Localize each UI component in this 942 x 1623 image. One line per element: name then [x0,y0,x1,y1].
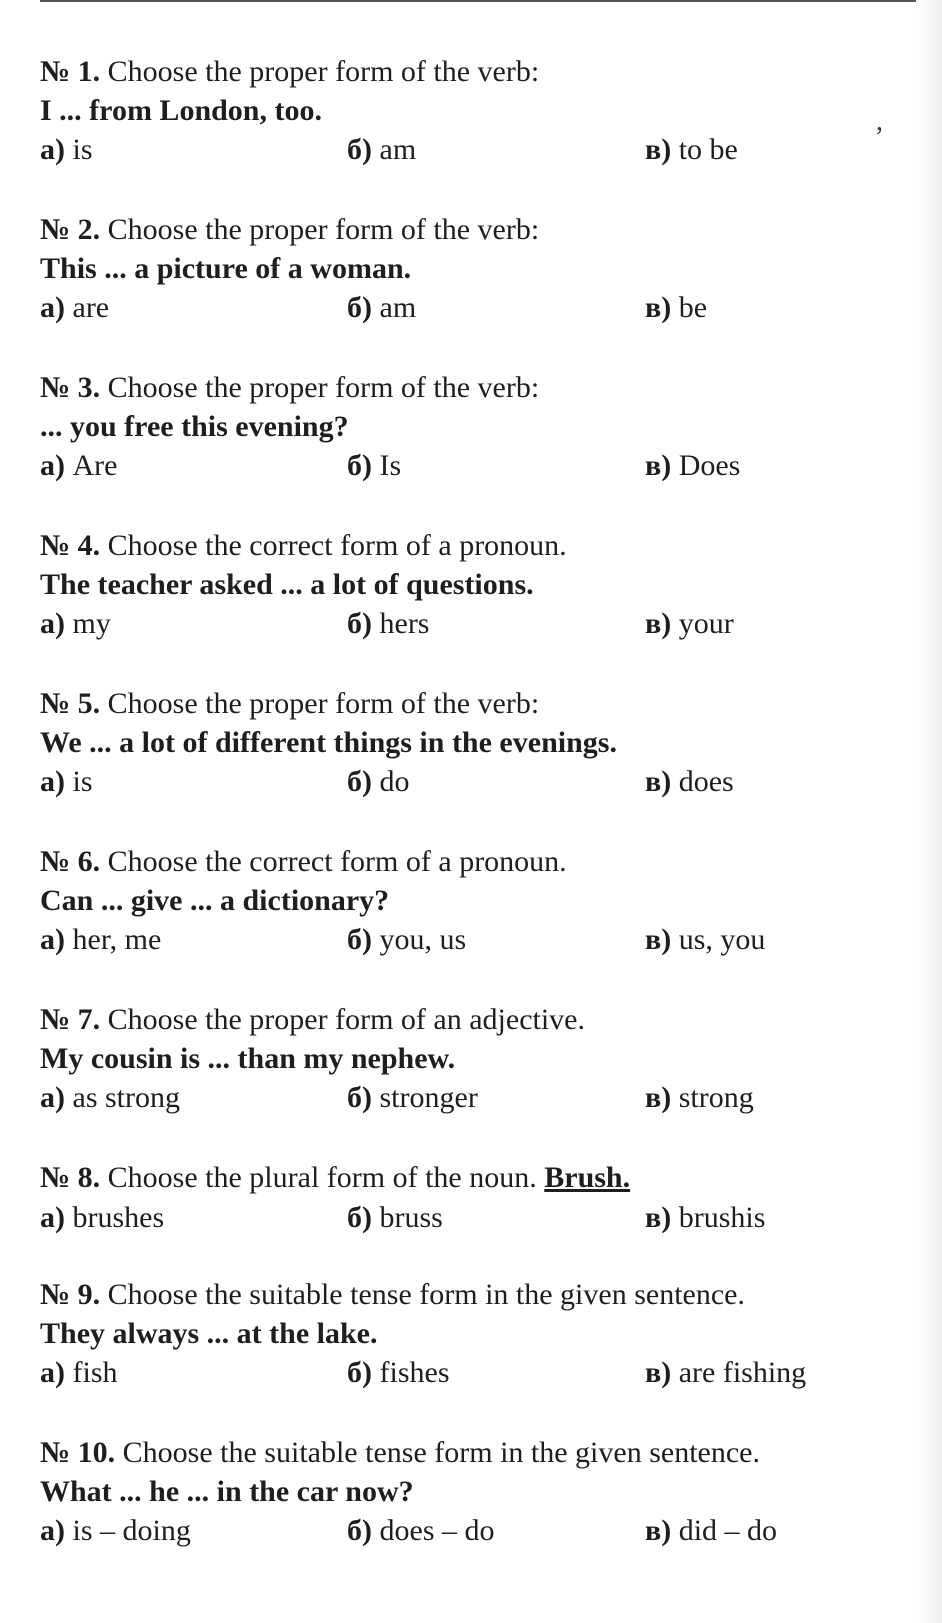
option-c[interactable] [645,130,738,170]
option-letter: б) [347,1356,372,1389]
option-text: stronger [379,1081,478,1114]
option-c[interactable] [645,1511,777,1551]
option-a[interactable] [40,920,161,960]
option-letter: а) [40,1201,65,1234]
number-sign: № [40,529,71,562]
question-3 [40,368,900,526]
number-sign: № [40,1436,71,1469]
option-text: her, me [72,923,162,956]
option-letter: б) [347,133,372,166]
answer-options [40,604,900,644]
question-4 [40,526,900,684]
option-letter: в) [645,923,672,956]
stray-mark: , [876,106,883,137]
question-number: № 2. [40,213,101,246]
option-b[interactable] [347,920,466,960]
option-letter: б) [347,1201,372,1234]
option-text: fish [72,1356,118,1389]
option-text: fishes [379,1356,450,1389]
option-c[interactable] [645,446,740,486]
option-b[interactable] [347,1353,450,1393]
option-text: brushis [678,1201,766,1234]
option-text: does [678,765,734,798]
question-number: № 3. [40,371,101,404]
option-text: are fishing [678,1356,807,1389]
option-text: is – doing [72,1514,191,1547]
option-c[interactable] [645,762,734,802]
question-8 [40,1158,900,1275]
option-letter: б) [347,923,372,956]
option-a[interactable] [40,1198,164,1238]
option-a[interactable] [40,1078,180,1118]
number-sign: № [40,1161,71,1194]
option-c[interactable] [645,604,734,644]
option-letter: в) [645,1081,672,1114]
option-text: does – do [379,1514,495,1547]
question-sentence: What ... he ... in the car now? [40,1475,414,1508]
option-c[interactable] [645,288,707,328]
option-text: hers [379,607,430,640]
option-letter: в) [645,291,672,324]
prompt-text: Choose the correct form of a pronoun. [107,529,567,562]
option-letter: а) [40,1514,65,1547]
question-sentence: My cousin is ... than my nephew. [40,1042,456,1075]
number-sign: № [40,1278,71,1311]
option-letter: в) [645,765,672,798]
question-sentence: I ... from London, too. [40,94,322,127]
question-sentence: Can ... give ... a dictionary? [40,884,390,917]
question-number: № 8. [40,1161,101,1194]
question-number: № 9. [40,1278,101,1311]
answer-options [40,446,900,486]
option-text: is [72,133,93,166]
top-rule [40,0,942,2]
question-prompt [40,1433,900,1473]
option-text: my [72,607,111,640]
option-letter: в) [645,1356,672,1389]
option-a[interactable] [40,604,111,644]
option-text: strong [678,1081,754,1114]
page-edge-shadow [916,0,942,1623]
option-b[interactable] [347,446,401,486]
question-sentence: The teacher asked ... a lot of questions. [40,568,534,601]
option-c[interactable] [645,1078,754,1118]
prompt-text: Choose the proper form of the verb: [107,55,540,88]
prompt-text: Choose the proper form of the verb: [107,687,540,720]
question-5 [40,684,900,842]
option-text: Are [72,449,118,482]
option-letter: а) [40,1356,65,1389]
option-b[interactable] [347,762,410,802]
option-b[interactable] [347,288,416,328]
option-a[interactable] [40,1353,118,1393]
option-c[interactable] [645,1198,765,1238]
option-letter: в) [645,449,672,482]
option-text: Is [379,449,402,482]
prompt-text: Choose the plural form of the noun. [107,1161,537,1194]
number-sign: № [40,687,71,720]
question-sentence: ... you free this evening? [40,410,349,443]
target-word: Brush. [544,1161,631,1194]
answer-options [40,1078,900,1118]
question-number: № 10. [40,1436,116,1469]
option-letter: а) [40,291,65,324]
option-letter: в) [645,1514,672,1547]
option-b[interactable] [347,1078,478,1118]
number-sign: № [40,213,71,246]
option-a[interactable] [40,762,93,802]
option-letter: б) [347,1514,372,1547]
question-prompt [40,1000,900,1040]
option-letter: б) [347,449,372,482]
option-b[interactable] [347,1511,495,1551]
question-9 [40,1275,900,1433]
option-letter: а) [40,133,65,166]
option-letter: а) [40,449,65,482]
prompt-text: Choose the suitable tense form in the given sentence. [122,1436,760,1469]
option-letter: б) [347,1081,372,1114]
option-text: is [72,765,93,798]
number-sign: № [40,845,71,878]
question-sentence: They always ... at the lake. [40,1317,378,1350]
question-prompt [40,1275,900,1315]
option-letter: в) [645,1201,672,1234]
answer-options [40,1511,900,1551]
question-sentence: This ... a picture of a woman. [40,252,412,285]
option-letter: в) [645,133,672,166]
number-sign: № [40,1003,71,1036]
question-prompt [40,52,900,92]
prompt-text: Choose the correct form of a pronoun. [107,845,567,878]
option-text: are [72,291,110,324]
option-letter: в) [645,607,672,640]
option-text: am [379,291,417,324]
question-sentence: We ... a lot of different things in the evenings. [40,726,617,759]
question-prompt [40,368,900,408]
question-10 [40,1433,900,1591]
question-prompt [40,842,900,882]
question-number: № 4. [40,529,101,562]
prompt-text: Choose the proper form of an adjective. [107,1003,585,1036]
option-text: bruss [379,1201,443,1234]
prompt-text: Choose the proper form of the verb: [107,371,540,404]
prompt-text: Choose the suitable tense form in the given sentence. [107,1278,745,1311]
question-number: № 1. [40,55,101,88]
option-letter: а) [40,607,65,640]
question-6 [40,842,900,1000]
answer-options [40,1353,900,1393]
question-1 [40,52,900,210]
option-letter: а) [40,765,65,798]
question-list [40,52,900,1591]
option-c[interactable] [645,920,765,960]
question-number: № 7. [40,1003,101,1036]
option-letter: а) [40,923,65,956]
question-number: № 6. [40,845,101,878]
answer-options [40,130,900,170]
option-text: am [379,133,417,166]
option-text: you, us [379,923,467,956]
option-text: us, you [678,923,766,956]
option-b[interactable] [347,604,429,644]
option-letter: б) [347,765,372,798]
option-text: be [678,291,708,324]
option-c[interactable] [645,1353,806,1393]
option-text: did – do [678,1514,778,1547]
option-a[interactable] [40,130,93,170]
option-text: to be [678,133,738,166]
option-b[interactable] [347,1198,443,1238]
answer-options [40,762,900,802]
question-prompt [40,526,900,566]
question-prompt [40,1158,900,1198]
option-letter: а) [40,1081,65,1114]
option-letter: б) [347,291,372,324]
option-a[interactable] [40,288,109,328]
option-text: Does [678,449,741,482]
question-prompt [40,210,900,250]
question-7 [40,1000,900,1158]
answer-options [40,288,900,328]
option-text: as strong [72,1081,180,1114]
answer-options [40,1198,900,1238]
option-text: your [678,607,734,640]
option-a[interactable] [40,1511,191,1551]
option-a[interactable] [40,446,117,486]
number-sign: № [40,371,71,404]
option-b[interactable] [347,130,416,170]
question-prompt [40,684,900,724]
option-letter: б) [347,607,372,640]
answer-options [40,920,900,960]
number-sign: № [40,55,71,88]
option-text: do [379,765,410,798]
question-number: № 5. [40,687,101,720]
prompt-text: Choose the proper form of the verb: [107,213,540,246]
question-2 [40,210,900,368]
option-text: brushes [72,1201,165,1234]
